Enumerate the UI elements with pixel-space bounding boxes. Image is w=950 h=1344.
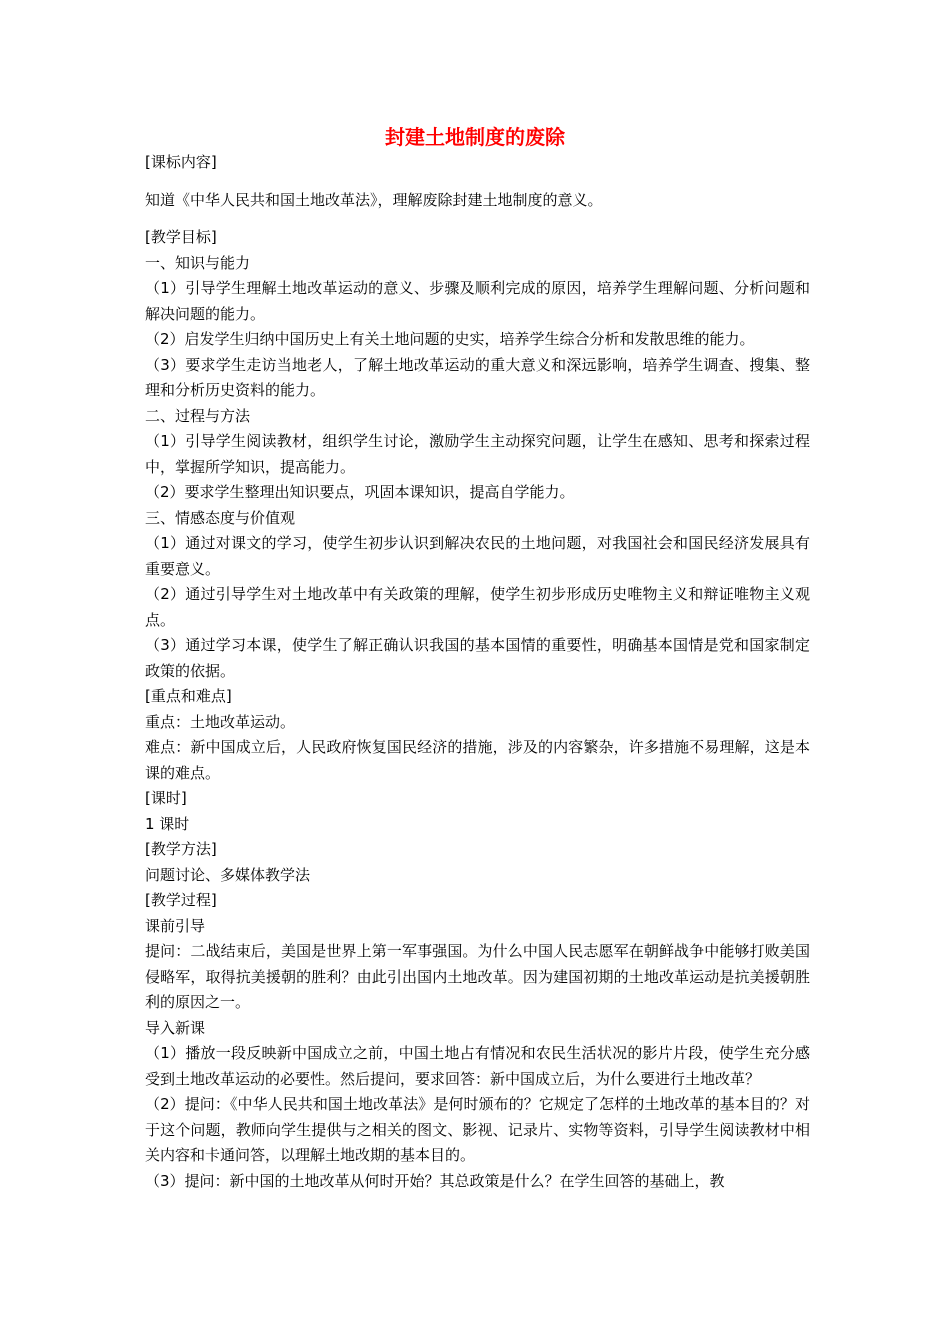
paragraph: （3）要求学生走访当地老人，了解土地改革运动的重大意义和深远影响，培养学生调查、搜集、整理和分析历史资料的能力。 bbox=[145, 355, 810, 399]
paragraph: （3）通过学习本课，使学生了解正确认识我国的基本国情的重要性，明确基本国情是党和国家制定政策的依据。 bbox=[145, 636, 810, 680]
paragraph: 导入新课 bbox=[145, 1018, 206, 1037]
paragraph: [课标内容] bbox=[145, 153, 217, 171]
document-body bbox=[145, 150, 810, 1194]
paragraph: 一、知识与能力 bbox=[145, 253, 251, 272]
paragraph: 知道《中华人民共和国土地改革法》，理解废除封建土地制度的意义。 bbox=[145, 190, 603, 209]
document-title: 封建土地制度的废除 bbox=[385, 125, 565, 149]
paragraph: （3）提问：新中国的土地改革从何时开始？其总政策是什么？在学生回答的基础上，教 bbox=[145, 1171, 725, 1190]
paragraph: 问题讨论、多媒体教学法 bbox=[145, 865, 311, 884]
paragraph: 三、情感态度与价值观 bbox=[145, 508, 296, 527]
paragraph: 1 课时 bbox=[145, 814, 190, 833]
paragraph: （2）提问：《中华人民共和国土地改革法》是何时颁布的？它规定了怎样的土地改革的基本目的？对于这个问题，教师向学生提供与之相关的图文、影视、记录片、实物等资料，引导学生阅读教材中相关内容和卡通问答，以理解土地改期的基本目的。 bbox=[145, 1095, 810, 1164]
paragraph: （1）播放一段反映新中国成立之前，中国土地占有情况和农民生活状况的影片片段，使学生充分感受到土地改革运动的必要性。然后提问，要求回答：新中国成立后，为什么要进行土地改革？ bbox=[145, 1044, 810, 1088]
paragraph: （2）通过引导学生对土地改革中有关政策的理解，使学生初步形成历史唯物主义和辩证唯物主义观点。 bbox=[145, 585, 810, 629]
paragraph: [重点和难点] bbox=[145, 687, 232, 705]
paragraph: [课时] bbox=[145, 789, 187, 807]
paragraph: 二、过程与方法 bbox=[145, 406, 251, 425]
paragraph: （1）引导学生理解土地改革运动的意义、步骤及顺利完成的原因，培养学生理解问题、分析问题和解决问题的能力。 bbox=[145, 279, 810, 323]
paragraph: 提问：二战结束后，美国是世界上第一军事强国。为什么中国人民志愿军在朝鲜战争中能够打败美国侵略军，取得抗美援朝的胜利？由此引出国内土地改革。因为建国初期的土地改革运动是抗美援朝胜利的原因之一。 bbox=[145, 942, 810, 1011]
paragraph: 难点：新中国成立后，人民政府恢复国民经济的措施，涉及的内容繁杂，许多措施不易理解，这是本课的难点。 bbox=[145, 738, 810, 782]
paragraph: [教学方法] bbox=[145, 840, 217, 858]
paragraph: 重点：土地改革运动。 bbox=[145, 712, 296, 731]
paragraph: [教学过程] bbox=[145, 891, 217, 909]
paragraph: （2）要求学生整理出知识要点，巩固本课知识，提高自学能力。 bbox=[145, 483, 575, 501]
paragraph: （1）引导学生阅读教材，组织学生讨论，激励学生主动探究问题，让学生在感知、思考和探索过程中，掌握所学知识，提高能力。 bbox=[145, 432, 810, 476]
paragraph: [教学目标] bbox=[145, 228, 217, 246]
paragraph: （1）通过对课文的学习，使学生初步认识到解决农民的土地问题，对我国社会和国民经济发展具有重要意义。 bbox=[145, 534, 810, 578]
paragraph: 课前引导 bbox=[145, 916, 206, 935]
paragraph: （2）启发学生归纳中国历史上有关土地问题的史实，培养学生综合分析和发散思维的能力。 bbox=[145, 330, 755, 348]
